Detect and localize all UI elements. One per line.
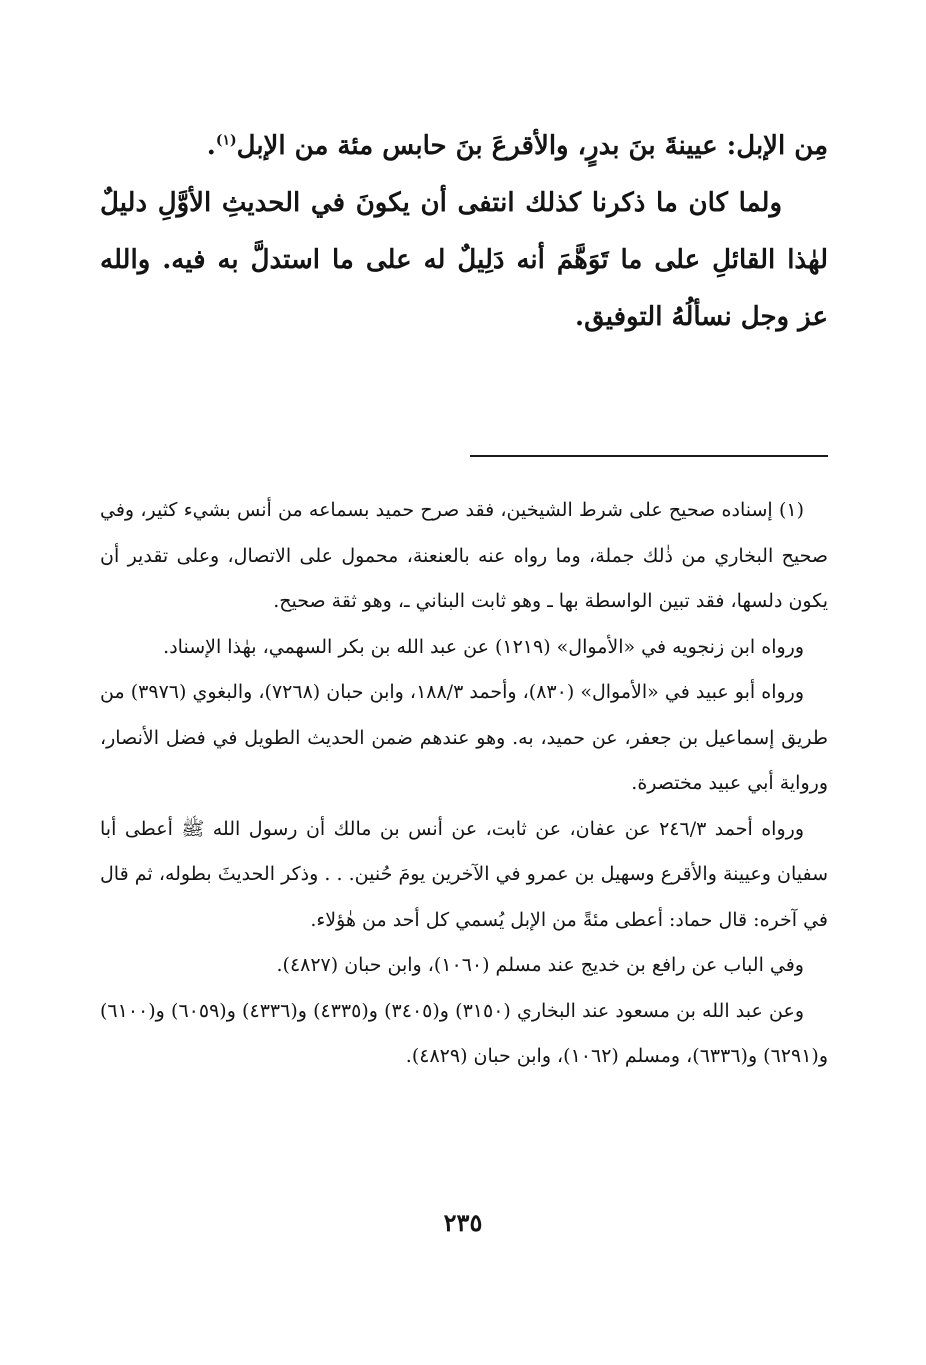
footnote-paragraph-2: ورواه ابن زنجويه في «الأموال» (١٢١٩) عن عبد الله بن بكر السهمي، بهٰذا الإسناد. bbox=[163, 635, 804, 658]
main-body-text bbox=[100, 118, 828, 346]
main-paragraph-2: ولما كان ما ذكرنا كذلك انتفى أن يكونَ في الحديثِ الأوَّلِ دليلٌ لهٰذا القائلِ على ما تَوَهَّمَ أنه دَلِيلٌ له على ما استدلَّ به فيه. والله عز وجل نسألُهُ التوفيق. bbox=[100, 188, 828, 332]
footnote-separator bbox=[470, 455, 828, 457]
footnote-paragraph-4: ورواه أحمد ٢٤٦/٣ عن عفان، عن ثابت، عن أنس بن مالك أن رسول الله ﷺ أعطى أبا سفيان وعيينة والأقرع وسهيل بن عمرو في الآخرين يومَ حُنين. . . وذكر الحديثَ بطوله، ثم قال في آخره: قال حماد: أعطى مئةً من الإبل يُسمي كل أحد من هٰؤلاء. bbox=[100, 817, 828, 931]
page-number: ٢٣٥ bbox=[443, 1208, 483, 1237]
footnote-paragraph-1: (١) إسناده صحيح على شرط الشيخين، فقد صرح حميد بسماعه من أنس بشيء كثير، وفي صحيح البخاري من ذٰلك جملة، وما رواه عنه بالعنعنة، محمول على الاتصال، وعلى تقدير أن يكون دلسها، فقد تبين الواسطة بها ـ وهو ثابت البناني ـ، وهو ثقة صحيح. bbox=[100, 499, 828, 612]
main-paragraph-1-text: مِن الإبل: عيينةَ بنَ بدرٍ، والأقرعَ بنَ حابس مئة من الإبل bbox=[236, 131, 828, 161]
footnote-paragraph-5: وفي الباب عن رافع بن خديج عند مسلم (١٠٦٠)، وابن حبان (٤٨٢٧). bbox=[276, 954, 804, 976]
footnote-reference[interactable]: (١) bbox=[215, 132, 237, 149]
main-paragraph-1-end: . bbox=[206, 131, 216, 161]
footnote-paragraph-3: ورواه أبو عبيد في «الأموال» (٨٣٠)، وأحمد ١٨٨/٣، وابن حبان (٧٢٦٨)، والبغوي (٣٩٧٦) من طريق إسماعيل بن جعفر، عن حميد، به. وهو عندهم ضمن الحديث الطويل في فضل الأنصار، ورواية أبي عبيد مختصرة. bbox=[100, 681, 828, 794]
main-paragraph-1 bbox=[100, 118, 828, 175]
footnotes-section bbox=[100, 488, 828, 1080]
footnote-paragraph-6: وعن عبد الله بن مسعود عند البخاري (٣١٥٠) و(٣٤٠٥) و(٤٣٣٥) و(٤٣٣٦) و(٦٠٥٩) و(٦١٠٠) و(٦٢٩١) و(٦٣٣٦)، ومسلم (١٠٦٢)، وابن حبان (٤٨٢٩). bbox=[100, 999, 828, 1067]
